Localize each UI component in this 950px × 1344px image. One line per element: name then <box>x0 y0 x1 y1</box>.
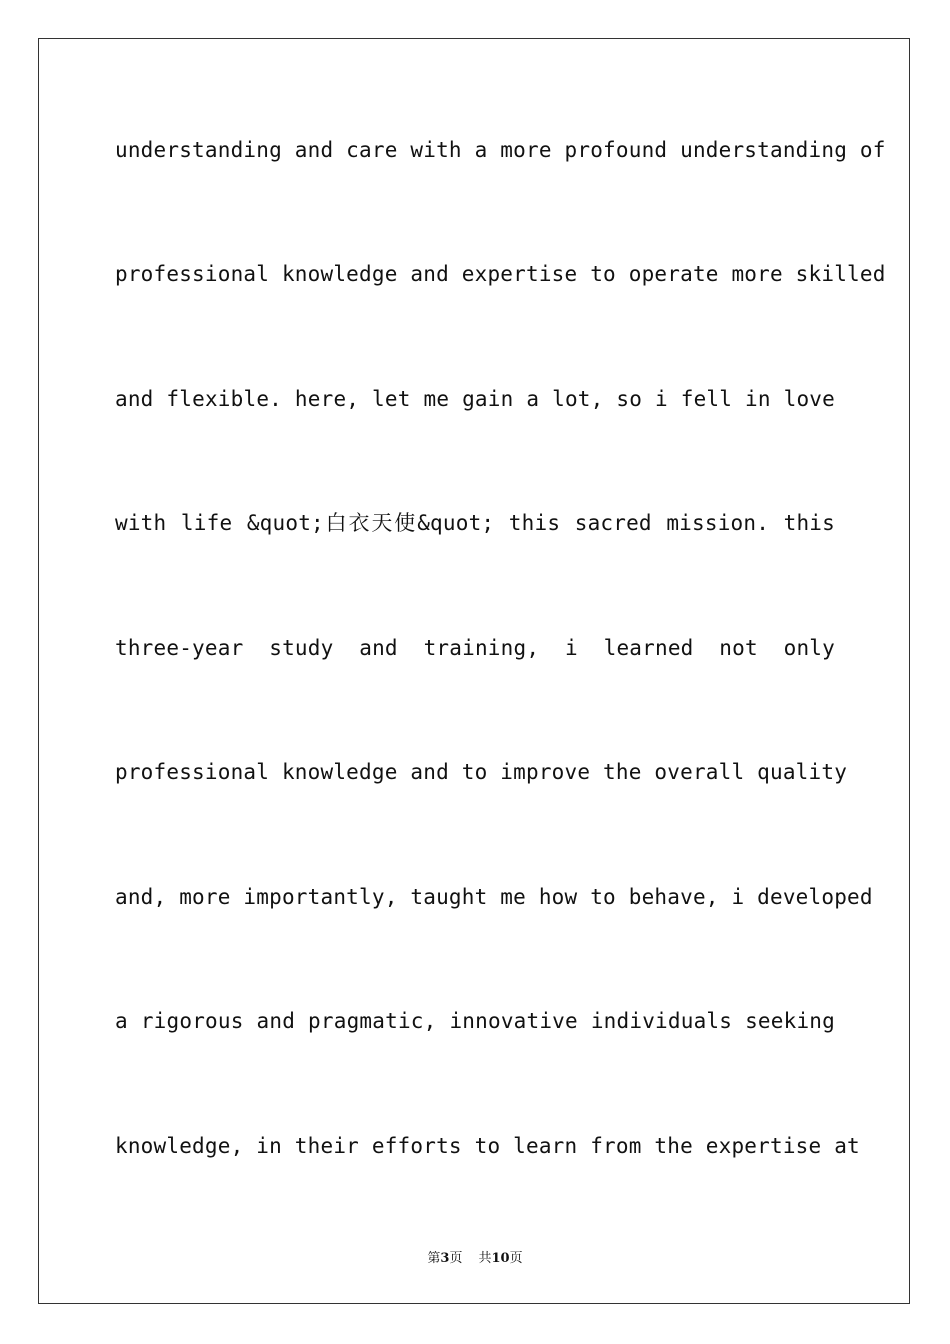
page-prefix: 第 <box>427 1251 441 1266</box>
total-prefix: 共 <box>478 1251 492 1266</box>
page-border <box>38 38 910 1304</box>
total-suffix: 页 <box>509 1251 523 1266</box>
page-number: 3 <box>440 1251 450 1266</box>
body-line: knowledge, in their efforts to learn from the expertise at <box>115 1134 860 1158</box>
body-line: and flexible. here, let me gain a lot, so i fell in love <box>115 387 835 411</box>
body-line: professional knowledge and expertise to operate more skilled <box>115 262 886 286</box>
body-line: with life &quot;白衣天使&quot; this sacred mission. this <box>115 511 835 535</box>
body-line: professional knowledge and to improve the overall quality <box>115 760 848 784</box>
total-pages: 10 <box>491 1251 510 1266</box>
body-line: and, more importantly, taught me how to behave, i developed <box>115 885 873 909</box>
body-line: understanding and care with a more profound understanding of <box>115 138 886 162</box>
body-line: a rigorous and pragmatic, innovative individuals seeking <box>115 1009 835 1033</box>
page-footer <box>0 1247 950 1266</box>
body-line: three-year study and training, i learned not only <box>115 636 835 660</box>
page-suffix: 页 <box>449 1251 463 1266</box>
